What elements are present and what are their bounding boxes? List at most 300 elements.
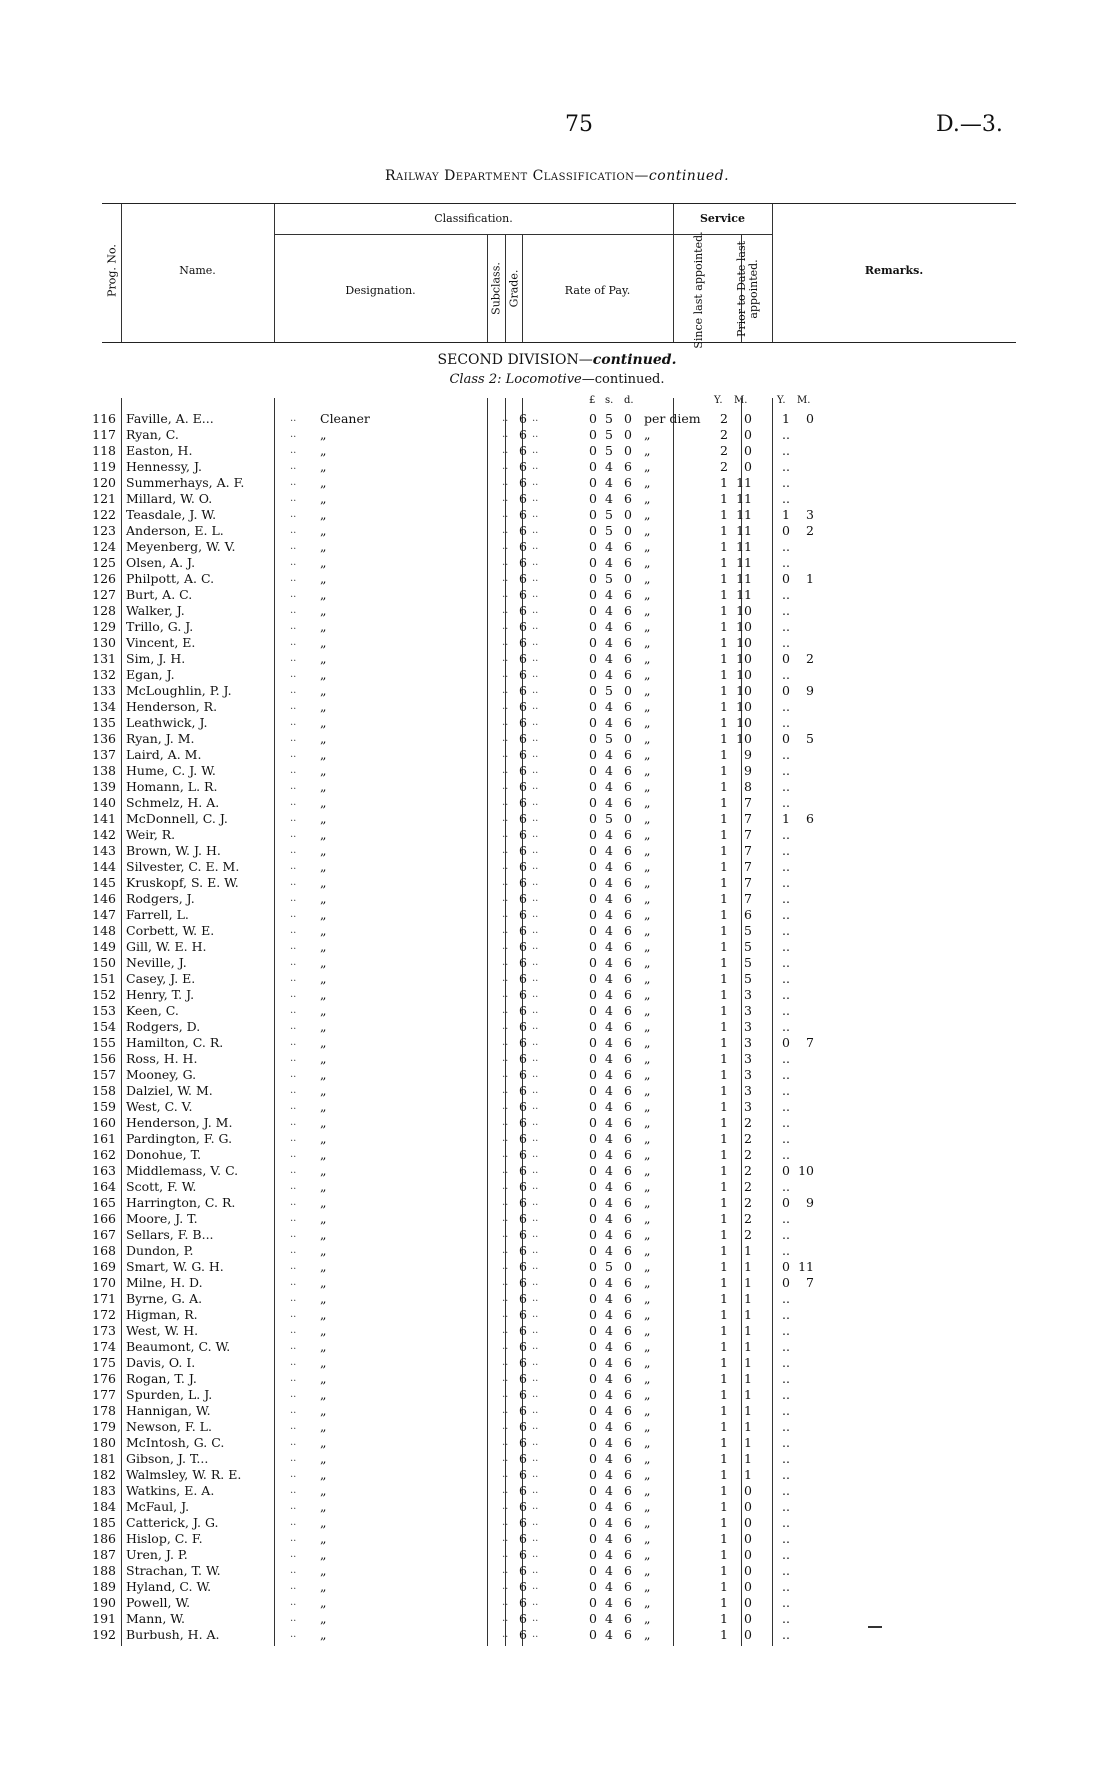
- pay-basis-cell: „: [644, 1371, 651, 1386]
- pay-pence-cell: 0: [624, 731, 632, 746]
- since-months-cell: 10: [736, 699, 752, 714]
- pay-basis-cell: „: [644, 1131, 651, 1146]
- leader-dots: ..: [290, 525, 297, 536]
- prior-years-cell: ..: [782, 923, 790, 938]
- leader-dots: ..: [290, 1501, 297, 1512]
- pay-basis-cell: „: [644, 427, 651, 442]
- subclass-cell: 6: [519, 1115, 527, 1130]
- prior-years-cell: ..: [782, 1355, 790, 1370]
- subclass-cell: 6: [519, 1371, 527, 1386]
- prior-years-cell: ..: [782, 1211, 790, 1226]
- name-cell: Strachan, T. W.: [126, 1563, 221, 1578]
- pay-pounds-cell: 0: [589, 1003, 597, 1018]
- leader-dots: ..: [532, 845, 539, 856]
- pay-pence-cell: 6: [624, 1611, 632, 1626]
- pay-shillings-cell: 4: [605, 1451, 613, 1466]
- since-years-cell: 1: [720, 1035, 728, 1050]
- pay-pence-cell: 6: [624, 1323, 632, 1338]
- leader-dots: ..: [532, 1405, 539, 1416]
- since-months-cell: 3: [744, 1099, 752, 1114]
- name-cell: Beaumont, C. W.: [126, 1339, 231, 1354]
- table-row: [92, 1323, 1016, 1339]
- leader-dots: ..: [290, 877, 297, 888]
- since-months-cell: 1: [744, 1387, 752, 1402]
- pay-basis-cell: „: [644, 827, 651, 842]
- pay-pence-cell: 6: [624, 875, 632, 890]
- leader-dots: ..: [290, 1309, 297, 1320]
- subclass-cell: 6: [519, 1275, 527, 1290]
- pay-pounds-cell: 0: [589, 571, 597, 586]
- since-months-cell: 10: [736, 683, 752, 698]
- subclass-cell: 6: [519, 1579, 527, 1594]
- pay-pounds-cell: 0: [589, 1035, 597, 1050]
- pay-shillings-cell: 5: [605, 1259, 613, 1274]
- prog-no-cell: 131: [92, 651, 116, 666]
- designation-cell: „: [320, 1291, 327, 1306]
- pay-pounds-cell: 0: [589, 971, 597, 986]
- name-cell: Middlemass, V. C.: [126, 1163, 239, 1178]
- leader-dots: ..: [502, 1629, 509, 1640]
- leader-dots: ..: [532, 429, 539, 440]
- pay-shillings-cell: 4: [605, 1083, 613, 1098]
- prog-no-cell: 191: [92, 1611, 116, 1626]
- pay-shillings-cell: 4: [605, 1403, 613, 1418]
- pay-basis-cell: „: [644, 1275, 651, 1290]
- prior-years-cell: ..: [782, 1339, 790, 1354]
- leader-dots: ..: [502, 1293, 509, 1304]
- pay-basis-cell: „: [644, 523, 651, 538]
- leader-dots: ..: [502, 941, 509, 952]
- designation-cell: „: [320, 1579, 327, 1594]
- subclass-cell: 6: [519, 587, 527, 602]
- leader-dots: ..: [532, 1005, 539, 1016]
- since-months-cell: 2: [744, 1163, 752, 1178]
- pay-shillings-cell: 4: [605, 827, 613, 842]
- leader-dots: ..: [532, 1293, 539, 1304]
- prog-no-cell: 146: [92, 891, 116, 906]
- pay-pounds-cell: 0: [589, 1531, 597, 1546]
- since-years-cell: 2: [720, 443, 728, 458]
- since-years-cell: 1: [720, 1291, 728, 1306]
- leader-dots: ..: [290, 685, 297, 696]
- name-cell: Neville, J.: [126, 955, 187, 970]
- leader-dots: ..: [290, 717, 297, 728]
- designation-cell: „: [320, 1339, 327, 1354]
- pay-pounds-cell: 0: [589, 955, 597, 970]
- prog-no-cell: 181: [92, 1451, 116, 1466]
- subclass-cell: 6: [519, 1019, 527, 1034]
- subclass-cell: 6: [519, 1451, 527, 1466]
- since-months-cell: 8: [744, 779, 752, 794]
- pay-basis-cell: „: [644, 1435, 651, 1450]
- leader-dots: ..: [532, 685, 539, 696]
- pay-shillings-cell: 4: [605, 1035, 613, 1050]
- prog-no-cell: 132: [92, 667, 116, 682]
- pay-basis-cell: „: [644, 555, 651, 570]
- since-months-cell: 5: [744, 971, 752, 986]
- leader-dots: ..: [532, 669, 539, 680]
- prog-no-cell: 133: [92, 683, 116, 698]
- name-cell: McFaul, J.: [126, 1499, 190, 1514]
- name-cell: Sim, J. H.: [126, 651, 186, 666]
- table-row: [92, 683, 1016, 699]
- since-years-cell: 1: [720, 1419, 728, 1434]
- header-subclass: Subclass.: [489, 262, 503, 315]
- leader-dots: ..: [502, 1501, 509, 1512]
- prior-years-cell: ..: [782, 699, 790, 714]
- pay-shillings-cell: 4: [605, 1515, 613, 1530]
- prior-years-cell: 0: [782, 523, 790, 538]
- since-months-cell: 3: [744, 1067, 752, 1082]
- table-row: [92, 1611, 1016, 1627]
- pay-shillings-cell: 4: [605, 1627, 613, 1642]
- leader-dots: ..: [532, 1581, 539, 1592]
- leader-dots: ..: [290, 829, 297, 840]
- name-cell: Hannigan, W.: [126, 1403, 211, 1418]
- pay-pence-cell: 6: [624, 1275, 632, 1290]
- pay-pence-cell: 6: [624, 747, 632, 762]
- prior-years-cell: ..: [782, 1243, 790, 1258]
- pay-shillings-cell: 5: [605, 443, 613, 458]
- pay-shillings-cell: 4: [605, 843, 613, 858]
- prior-years-cell: ..: [782, 715, 790, 730]
- name-cell: Donohue, T.: [126, 1147, 202, 1162]
- name-cell: Leathwick, J.: [126, 715, 208, 730]
- table-row: [92, 987, 1016, 1003]
- pay-pence-cell: 6: [624, 779, 632, 794]
- pay-shillings-cell: 4: [605, 603, 613, 618]
- prog-no-cell: 173: [92, 1323, 116, 1338]
- leader-dots: ..: [532, 925, 539, 936]
- table-row: [92, 1419, 1016, 1435]
- since-years-cell: 1: [720, 715, 728, 730]
- leader-dots: ..: [290, 1101, 297, 1112]
- table-row: [92, 891, 1016, 907]
- name-cell: Newson, F. L.: [126, 1419, 212, 1434]
- table-row: [92, 779, 1016, 795]
- section-division: SECOND DIVISION—: [437, 352, 593, 368]
- leader-dots: ..: [532, 1117, 539, 1128]
- since-months-cell: 1: [744, 1419, 752, 1434]
- leader-dots: ..: [532, 1197, 539, 1208]
- pay-pounds-cell: 0: [589, 1243, 597, 1258]
- pay-pence-cell: 6: [624, 971, 632, 986]
- designation-cell: „: [320, 635, 327, 650]
- name-cell: Mann, W.: [126, 1611, 185, 1626]
- leader-dots: ..: [290, 989, 297, 1000]
- table-row: [92, 507, 1016, 523]
- name-cell: Hennessy, J.: [126, 459, 202, 474]
- since-years-cell: 1: [720, 1483, 728, 1498]
- since-months-cell: 0: [744, 443, 752, 458]
- subclass-cell: 6: [519, 731, 527, 746]
- prog-no-cell: 170: [92, 1275, 116, 1290]
- leader-dots: ..: [290, 413, 297, 424]
- pay-pounds-cell: 0: [589, 811, 597, 826]
- subclass-cell: 6: [519, 875, 527, 890]
- since-months-cell: 1: [744, 1275, 752, 1290]
- prog-no-cell: 124: [92, 539, 116, 554]
- name-cell: Rogan, T. J.: [126, 1371, 197, 1386]
- designation-cell: „: [320, 603, 327, 618]
- prior-years-cell: ..: [782, 1515, 790, 1530]
- leader-dots: ..: [290, 1437, 297, 1448]
- pay-basis-cell: „: [644, 907, 651, 922]
- name-cell: Millard, W. O.: [126, 491, 213, 506]
- designation-cell: „: [320, 1627, 327, 1642]
- since-years-cell: 1: [720, 1195, 728, 1210]
- since-years-cell: 1: [720, 747, 728, 762]
- since-months-cell: 11: [736, 523, 752, 538]
- pay-pence-cell: 6: [624, 1131, 632, 1146]
- prior-years-cell: 0: [782, 571, 790, 586]
- pay-basis-cell: „: [644, 1499, 651, 1514]
- pay-pence-cell: 6: [624, 1435, 632, 1450]
- table-row: [92, 1563, 1016, 1579]
- pay-basis-cell: „: [644, 1003, 651, 1018]
- pay-pence-cell: 6: [624, 843, 632, 858]
- leader-dots: ..: [290, 1069, 297, 1080]
- pay-shillings-cell: 4: [605, 1195, 613, 1210]
- table-row: [92, 1147, 1016, 1163]
- leader-dots: ..: [502, 1053, 509, 1064]
- table-row: [92, 1227, 1016, 1243]
- subclass-cell: 6: [519, 1611, 527, 1626]
- prior-months-cell: 6: [806, 811, 814, 826]
- table-row: [92, 827, 1016, 843]
- prior-years-cell: ..: [782, 587, 790, 602]
- name-cell: Kruskopf, S. E. W.: [126, 875, 239, 890]
- leader-dots: ..: [290, 1373, 297, 1384]
- pay-pence-cell: 6: [624, 1147, 632, 1162]
- prog-no-cell: 186: [92, 1531, 116, 1546]
- pay-pounds-cell: 0: [589, 1419, 597, 1434]
- designation-cell: „: [320, 443, 327, 458]
- leader-dots: ..: [532, 1085, 539, 1096]
- pay-basis-cell: „: [644, 1067, 651, 1082]
- pay-basis-cell: „: [644, 1227, 651, 1242]
- table-row: [92, 1355, 1016, 1371]
- prog-no-cell: 129: [92, 619, 116, 634]
- prior-months-cell: 7: [806, 1035, 814, 1050]
- leader-dots: ..: [502, 1085, 509, 1096]
- designation-cell: „: [320, 1595, 327, 1610]
- designation-cell: „: [320, 1163, 327, 1178]
- prior-years-cell: ..: [782, 1387, 790, 1402]
- pay-shillings-cell: 4: [605, 1003, 613, 1018]
- since-years-cell: 1: [720, 1147, 728, 1162]
- since-months-cell: 9: [744, 763, 752, 778]
- designation-cell: „: [320, 891, 327, 906]
- leader-dots: ..: [290, 637, 297, 648]
- subclass-cell: 6: [519, 843, 527, 858]
- prior-years-cell: 1: [782, 811, 790, 826]
- table-row: [92, 1243, 1016, 1259]
- pay-shillings-cell: 4: [605, 923, 613, 938]
- leader-dots: ..: [290, 1245, 297, 1256]
- prog-no-cell: 161: [92, 1131, 116, 1146]
- since-months-cell: 6: [744, 907, 752, 922]
- pay-pence-cell: 6: [624, 1483, 632, 1498]
- since-years-cell: 1: [720, 1595, 728, 1610]
- designation-cell: Cleaner: [320, 411, 370, 426]
- subclass-cell: 6: [519, 891, 527, 906]
- since-months-cell: 3: [744, 1019, 752, 1034]
- table-row: [92, 1435, 1016, 1451]
- designation-cell: „: [320, 1051, 327, 1066]
- prior-years-cell: ..: [782, 1483, 790, 1498]
- leader-dots: ..: [532, 1485, 539, 1496]
- since-months-cell: 7: [744, 811, 752, 826]
- pay-basis-cell: „: [644, 1115, 651, 1130]
- name-cell: Walker, J.: [126, 603, 185, 618]
- prog-no-cell: 137: [92, 747, 116, 762]
- leader-dots: ..: [532, 1597, 539, 1608]
- pay-basis-cell: „: [644, 891, 651, 906]
- leader-dots: ..: [502, 829, 509, 840]
- table-header: [102, 203, 1016, 349]
- designation-cell: „: [320, 907, 327, 922]
- prior-years-cell: ..: [782, 1003, 790, 1018]
- designation-cell: „: [320, 1515, 327, 1530]
- subclass-cell: 6: [519, 443, 527, 458]
- prog-no-cell: 122: [92, 507, 116, 522]
- prior-years-cell: ..: [782, 763, 790, 778]
- section-continued: continued.: [592, 352, 677, 368]
- since-years-cell: 1: [720, 507, 728, 522]
- pay-pounds-cell: 0: [589, 1019, 597, 1034]
- pay-pence-cell: 6: [624, 907, 632, 922]
- name-cell: Farrell, L.: [126, 907, 189, 922]
- prog-no-cell: 152: [92, 987, 116, 1002]
- name-cell: Trillo, G. J.: [126, 619, 194, 634]
- name-cell: Burt, A. C.: [126, 587, 193, 602]
- pay-pence-cell: 6: [624, 1563, 632, 1578]
- leader-dots: ..: [290, 653, 297, 664]
- subclass-cell: 6: [519, 651, 527, 666]
- name-cell: Olsen, A. J.: [126, 555, 196, 570]
- since-months-cell: 10: [736, 715, 752, 730]
- prior-years-cell: ..: [782, 1451, 790, 1466]
- since-months-cell: 2: [744, 1179, 752, 1194]
- pay-pence-cell: 6: [624, 1403, 632, 1418]
- table-row: [92, 1547, 1016, 1563]
- subclass-cell: 6: [519, 1051, 527, 1066]
- since-years-cell: 1: [720, 1387, 728, 1402]
- designation-cell: „: [320, 1131, 327, 1146]
- subclass-cell: 6: [519, 1515, 527, 1530]
- pay-basis-cell: „: [644, 763, 651, 778]
- prog-no-cell: 175: [92, 1355, 116, 1370]
- prog-no-cell: 134: [92, 699, 116, 714]
- name-cell: Burbush, H. A.: [126, 1627, 220, 1642]
- pay-shillings-cell: 4: [605, 1211, 613, 1226]
- subclass-cell: 6: [519, 779, 527, 794]
- since-years-cell: 1: [720, 1115, 728, 1130]
- pay-pence-cell: 6: [624, 1595, 632, 1610]
- table-row: [92, 427, 1016, 443]
- leader-dots: ..: [290, 957, 297, 968]
- prior-years-cell: ..: [782, 987, 790, 1002]
- subclass-cell: 6: [519, 1035, 527, 1050]
- leader-dots: ..: [290, 621, 297, 632]
- leader-dots: ..: [502, 1357, 509, 1368]
- name-cell: Mooney, G.: [126, 1067, 197, 1082]
- since-years-cell: 1: [720, 763, 728, 778]
- leader-dots: ..: [290, 1213, 297, 1224]
- leader-dots: ..: [532, 1341, 539, 1352]
- pay-basis-cell: „: [644, 1291, 651, 1306]
- table-row: [92, 667, 1016, 683]
- table-row: [92, 747, 1016, 763]
- name-cell: Henderson, J. M.: [126, 1115, 233, 1130]
- leader-dots: ..: [532, 765, 539, 776]
- leader-dots: ..: [532, 445, 539, 456]
- leader-dots: ..: [290, 1149, 297, 1160]
- prior-years-cell: ..: [782, 1371, 790, 1386]
- since-months-cell: 0: [744, 1499, 752, 1514]
- leader-dots: ..: [502, 845, 509, 856]
- since-months-cell: 0: [744, 1531, 752, 1546]
- leader-dots: ..: [532, 1277, 539, 1288]
- leader-dots: ..: [290, 781, 297, 792]
- leader-dots: ..: [290, 1117, 297, 1128]
- prog-no-cell: 150: [92, 955, 116, 970]
- since-months-cell: 1: [744, 1243, 752, 1258]
- since-years-cell: 1: [720, 651, 728, 666]
- subclass-cell: 6: [519, 795, 527, 810]
- leader-dots: ..: [532, 1229, 539, 1240]
- pay-shillings-cell: 4: [605, 1307, 613, 1322]
- pay-pence-cell: 6: [624, 1419, 632, 1434]
- name-cell: Dundon, P.: [126, 1243, 194, 1258]
- leader-dots: ..: [532, 1149, 539, 1160]
- name-cell: Gill, W. E. H.: [126, 939, 207, 954]
- designation-cell: „: [320, 459, 327, 474]
- leader-dots: ..: [532, 1069, 539, 1080]
- pay-basis-cell: „: [644, 1339, 651, 1354]
- leader-dots: ..: [290, 973, 297, 984]
- leader-dots: ..: [502, 1533, 509, 1544]
- table-row: [92, 1307, 1016, 1323]
- since-years-cell: 1: [720, 1163, 728, 1178]
- prog-no-cell: 153: [92, 1003, 116, 1018]
- leader-dots: ..: [532, 1437, 539, 1448]
- table-row: [92, 1067, 1016, 1083]
- pay-pence-cell: 0: [624, 1259, 632, 1274]
- since-years-cell: 1: [720, 1179, 728, 1194]
- subclass-cell: 6: [519, 1131, 527, 1146]
- pay-pence-cell: 6: [624, 555, 632, 570]
- pay-pounds-cell: 0: [589, 1499, 597, 1514]
- pay-pence-cell: 6: [624, 1531, 632, 1546]
- pay-pence-cell: 6: [624, 1243, 632, 1258]
- pay-shillings-cell: 5: [605, 523, 613, 538]
- pay-shillings-cell: 4: [605, 1563, 613, 1578]
- subclass-cell: 6: [519, 1067, 527, 1082]
- since-years-cell: 1: [720, 683, 728, 698]
- subclass-cell: 6: [519, 1563, 527, 1578]
- table-row: [92, 1403, 1016, 1419]
- since-years-cell: 1: [720, 827, 728, 842]
- since-years-cell: 1: [720, 571, 728, 586]
- name-cell: Faville, A. E...: [126, 411, 214, 426]
- name-cell: Byrne, G. A.: [126, 1291, 203, 1306]
- pay-basis-cell: „: [644, 1243, 651, 1258]
- pay-pence-cell: 6: [624, 1115, 632, 1130]
- prior-months-cell: 3: [806, 507, 814, 522]
- name-cell: Corbett, W. E.: [126, 923, 215, 938]
